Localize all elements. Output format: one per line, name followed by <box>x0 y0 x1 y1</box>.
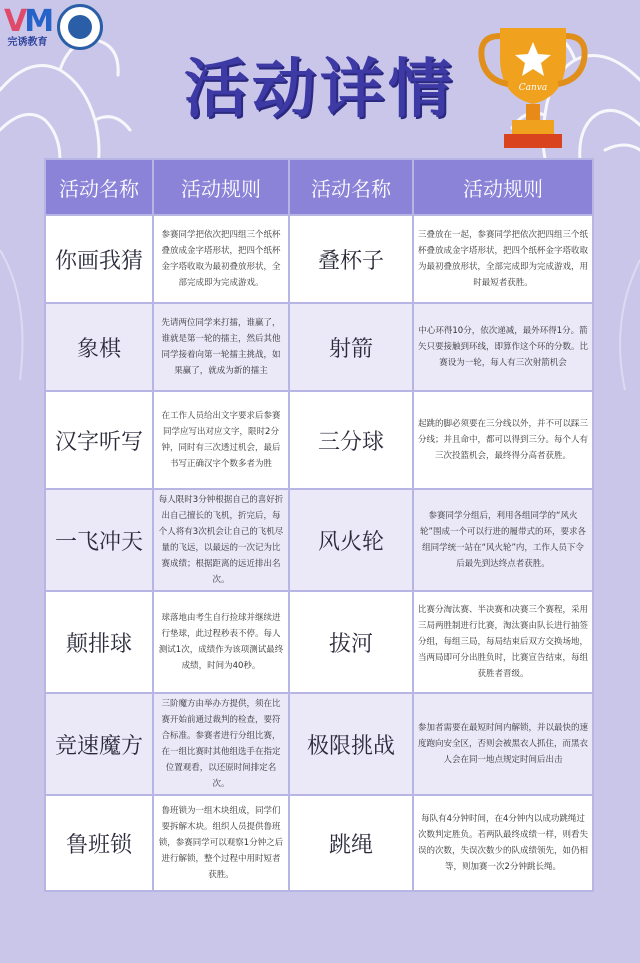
trophy-icon <box>478 18 588 158</box>
activity-table <box>44 158 594 892</box>
activity-name: 三分球 <box>289 391 413 489</box>
activity-name: 极限挑战 <box>289 693 413 795</box>
activity-name: 汉字听写 <box>45 391 153 489</box>
table-row <box>45 693 593 795</box>
activity-name: 颠排球 <box>45 591 153 693</box>
vm-logo-mark: VM <box>4 3 52 39</box>
activity-rule: 球落地由考生自行捡球并继续进行垫球，此过程秒表不停。每人测试1次，成绩作为该项测试最终成绩，时间为40秒。 <box>153 591 289 693</box>
activity-name: 鲁班锁 <box>45 795 153 891</box>
table-header-row <box>45 159 593 215</box>
header-activity-name-1: 活动名称 <box>45 159 153 215</box>
header-activity-rules-1: 活动规则 <box>153 159 289 215</box>
activity-rule: 每人限时3分钟根据自己的喜好折出自己擅长的飞机，折完后，每个人将有3次机会让自己的飞机尽量的飞远，以最远的一次记为比赛成绩；根据距离的远近排出名次。 <box>153 489 289 591</box>
activity-name: 跳绳 <box>289 795 413 891</box>
table-row <box>45 303 593 391</box>
table-row <box>45 591 593 693</box>
page-title: 活动详情 <box>184 53 456 127</box>
activity-rule: 参加者需要在最短时间内解锁，并以最快的速度跑向安全区，否则会被黑衣人抓住，而黑衣人会在同一地点规定时间后出击 <box>413 693 593 795</box>
activity-name: 叠杯子 <box>289 215 413 303</box>
activity-name: 射箭 <box>289 303 413 391</box>
table-row <box>45 215 593 303</box>
activity-rule: 参赛同学把依次把四组三个纸杯叠放成金字塔形状，把四个纸杯金字塔收取为最初叠放形状，全部完成即为完成游戏。 <box>153 215 289 303</box>
activity-rule: 参赛同学分组后，利用各组同学的“风火轮”围成一个可以行进的履带式的环，要求各组同学统一站在“风火轮”内，工作人员下令后最先到达终点者获胜。 <box>413 489 593 591</box>
activity-rule: 在工作人员给出文字要求后参赛同学应写出对应文字，限时2分钟，同时有三次透过机会，最后书写正确汉字个数多者为胜 <box>153 391 289 489</box>
activity-rule: 鲁班锁为一组木块组成，同学们要拆解木块。组织人员提供鲁班锁，参赛同学可以观察1分钟之后进行解锁，整个过程中用时短者获胜。 <box>153 795 289 891</box>
activity-rule: 每队有4分钟时间，在4分钟内以成功跳绳过次数判定胜负。若两队最终成绩一样，则看失误的次数，失误次数少的队成绩领先，如仍相等，则加赛一次2分钟跳长绳。 <box>413 795 593 891</box>
activity-name: 象棋 <box>45 303 153 391</box>
activity-rule: 三叠放在一起，参赛同学把依次把四组三个纸杯叠放成金字塔形状，把四个纸杯金字塔收取为最初叠放形状，全部完成即为完成游戏，用时最短者获胜。 <box>413 215 593 303</box>
activity-rule: 中心环得10分，依次递减，最外环得1分。箭矢只要接触到环线，即算作这个环的分数。比赛设为一轮，每人有三次射箭机会 <box>413 303 593 391</box>
activity-name: 一飞冲天 <box>45 489 153 591</box>
vm-logo-subtitle: 完诱教育 <box>7 36 48 48</box>
trophy-text: Canva <box>518 83 548 93</box>
activity-name: 竞速魔方 <box>45 693 153 795</box>
activity-name: 风火轮 <box>289 489 413 591</box>
activity-rule: 三阶魔方由举办方提供，须在比赛开始前通过裁判的检查，要符合标准。参赛者进行分组比赛，在一组比赛时其他组选手在指定位置观看，以还原时间排定名次。 <box>153 693 289 795</box>
activity-rule: 先请两位同学来打擂，谁赢了，谁就是第一轮的擂主，然后其他同学接着向第一轮擂主挑战，如果赢了，就成为新的擂主 <box>153 303 289 391</box>
table-row <box>45 391 593 489</box>
activity-rule: 比赛分淘汰赛、半决赛和决赛三个赛程，采用三局两胜制进行比赛，淘汰赛由队长进行抽签分组，每组三局，每局结束后双方交换场地，当两局即可分出胜负时，比赛宣告结束，每组获胜者晋级。 <box>413 591 593 693</box>
header-activity-rules-2: 活动规则 <box>413 159 593 215</box>
activity-name: 拔河 <box>289 591 413 693</box>
activity-name: 你画我猜 <box>45 215 153 303</box>
activity-rule: 起跳的脚必须要在三分线以外，并不可以踩三分线；并且命中，都可以得到三分。每个人有三次投篮机会，最终得分高者获胜。 <box>413 391 593 489</box>
table-row <box>45 489 593 591</box>
table-row <box>45 795 593 891</box>
header-activity-name-2: 活动名称 <box>289 159 413 215</box>
